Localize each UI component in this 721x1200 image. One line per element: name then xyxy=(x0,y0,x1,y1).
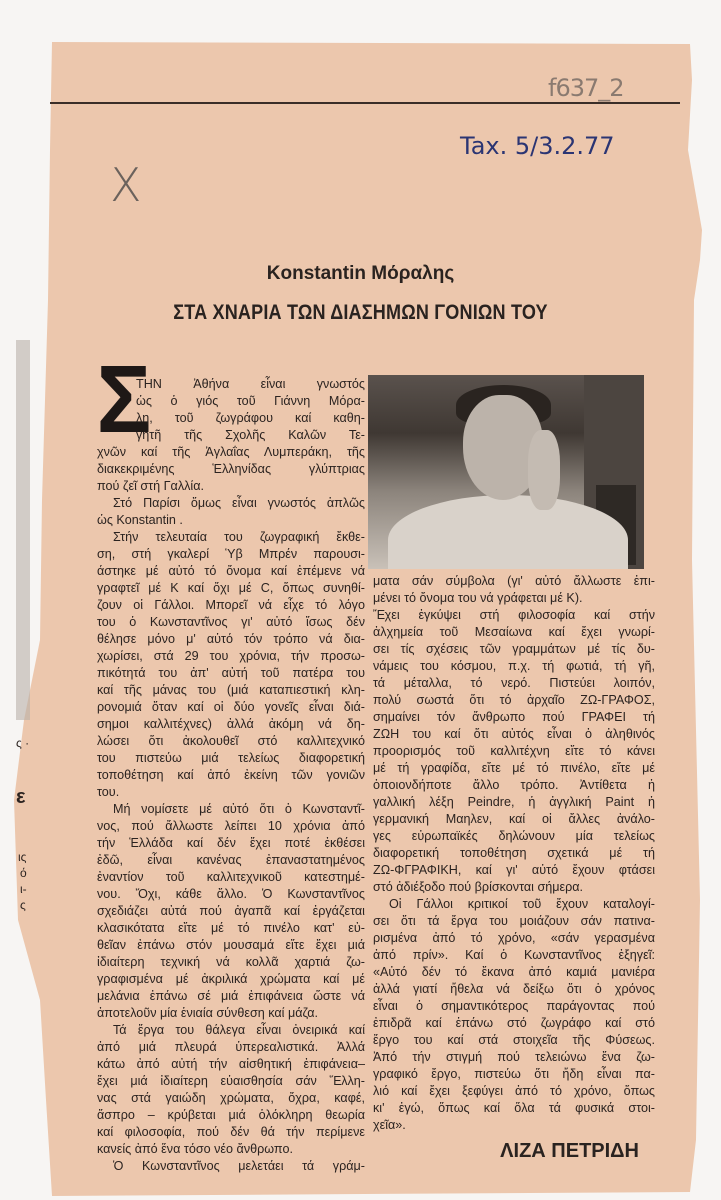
handwritten-date-note: Tax. 5/3.2.77 xyxy=(460,132,615,160)
text-line: ἀπό μιά πλευρά ὑπερεαλιστικά. Ἀλλά xyxy=(97,1040,365,1054)
text-line: ἔργο του καί στά στοιχεῖα τῆς Φύσεως. xyxy=(373,1033,655,1047)
text-line: μελάνια ἐπάνω σέ μιά ἐπιφάνεια ὥστε νά xyxy=(97,989,365,1003)
text-line: γερμανική Μαηλεν, καί οἱ ἄλλες ἀνάλο- xyxy=(373,812,655,826)
text-line: κι' ἐγώ, ὅπως καί ὅλα τά φυσικά στοι- xyxy=(373,1101,655,1115)
text-line: τοποθέτηση καί ἀπό ἐκείνη τῶν γονιῶν xyxy=(97,768,365,782)
text-line: ματα σάν σύμβολα (γι' αὐτό ἄλλωστε ἐπι- xyxy=(373,574,655,588)
margin-fragment: ς · xyxy=(16,736,30,750)
text-line: ἀλλά γιατί ἤθελα νά δείξω ὅτι ὁ χρόνος xyxy=(373,982,655,996)
text-line: πικότητά του ἀπ' αὐτή τοῦ πατέρα του xyxy=(97,666,365,680)
text-line: Τά ἔργα του θάλεγα εἶναι ὀνειρικά καί xyxy=(113,1023,365,1037)
text-line: ση, στή γκαλερί Ὑβ Μπρέν παρουσι- xyxy=(97,547,365,561)
text-line: σημοι καλλιτέχνες) ἀλλά ἀκόμη νά δη- xyxy=(97,717,365,731)
text-line: Στήν τελευταία του ζωγραφική ἔκθε- xyxy=(113,530,365,544)
text-line: ὡς ὁ γιός τοῦ Γιάννη Μόρα- xyxy=(136,394,365,408)
right-column xyxy=(373,573,655,1134)
text-line: ρονομιά ὅταν καί οἱ δύο γονεῖς εἶναι διά- xyxy=(97,700,365,714)
text-line: γαλλική λέξη Peindre, ἡ ἀγγλική Paint ἡ xyxy=(373,795,655,809)
text-line: άστηκε μέ αὐτό τό ὄνομα καί ἐπέμενε νά xyxy=(97,564,365,578)
text-line: πολύ σωστά ὅτι τό ἀρχαῖο ΖΩ-ΓΡΑΦΟΣ, xyxy=(373,693,655,707)
text-line: νάμεις του κόσμου, π.χ. τή φωτιά, τή γῆ, xyxy=(373,659,655,673)
text-line: μένει τό ὄνομα του νά γράφεται μέ Κ). xyxy=(373,591,583,605)
text-line: λιό καί ἔχει ξεφύγει ἀπό τό χρόνο, ὅπως xyxy=(373,1084,655,1098)
text-line: Οἱ Γάλλοι κριτικοί τοῦ ἔχουν καταλογί- xyxy=(389,897,655,911)
lead-text xyxy=(136,376,365,444)
margin-fragment: ς xyxy=(20,898,26,912)
top-rule xyxy=(50,102,680,104)
text-line: χνῶν καί τῆς Ἀγλαΐας Λυμπεράκη, τῆς xyxy=(97,445,365,459)
article-subject: Konstantin Μόραλης xyxy=(266,263,455,284)
text-line: ζουν οἱ Γάλλοι. Μπορεῖ νά εἶχε τό λόγο xyxy=(97,598,365,612)
text-line: ΖΩ-ΦΓΡΑΦΙΚΗ, καί γι' αὐτό ἔχουν φτάσει xyxy=(373,863,655,877)
text-line: μέ τή γραφίδα, εἴτε μέ τό πινέλο, εἴτε μέ xyxy=(373,761,655,775)
text-line: ἐναντίον τοῦ καλλιτεχνικοῦ κατεστημέ- xyxy=(97,870,365,884)
text-line: νος, πού ἄλλωστε λείπει 10 χρόνια ἀπό xyxy=(97,819,365,833)
byline: ΛΙΖΑ ΠΕΤΡΙΔΗ xyxy=(500,1140,639,1162)
text-line: χεῖα». xyxy=(373,1118,406,1132)
text-line: σημαίνει τόν ἄνθρωπο πού ΓΡΑΦΕΙ τή xyxy=(373,710,655,724)
text-line: ΤΗΝ Ἀθήνα εἶναι γνωστός xyxy=(136,377,365,391)
text-line: σει ὅτι τά ἔργα του μοιάζουν σάν πατινα- xyxy=(373,914,655,928)
text-line: στό ἀδιέξοδο πού βρίσκονται σήμερα. xyxy=(373,880,584,894)
text-line: πού ζεῖ στή Γαλλία. xyxy=(97,479,205,493)
text-line: τά μέταλλα, τό νερό. Πιστεύει λοιπόν, xyxy=(373,676,655,690)
text-line: λη, τοῦ ζωγράφου καί καθη- xyxy=(136,411,365,425)
text-line: γραφικό ἔργο, πιστεύω ὅτι ἤδη εἶναι πα- xyxy=(373,1067,655,1081)
text-line: ρισμένα ἀπό τό χρόνο, «σάν γερασμένα xyxy=(373,931,655,945)
adjacent-clipping-edge xyxy=(16,340,30,720)
text-line: σει τίς σχέσεις τῶν γραμμάτων μέ τίς δυ- xyxy=(373,642,655,656)
text-line: γητῆ τῆς Σχολῆς Καλῶν Τε- xyxy=(136,428,365,442)
margin-fragment: ό xyxy=(20,866,27,880)
archive-reference-note: f637_2 xyxy=(548,74,624,102)
text-line: καί τῆς μάνας του (μιά καταπιεστική κλη- xyxy=(97,683,365,697)
margin-fragment: ι- xyxy=(20,882,27,896)
text-line: θεῖαν ἐπάνω στόν μουσαμά εἴτε ἔχει μιά xyxy=(97,938,365,952)
text-line: κανείς ἀπό ἕνα τόσο νέο ἄνθρωπο. xyxy=(97,1142,293,1156)
text-line: ἰδιαίτερη τεχνική νά κολλᾶ χαρτιά ζω- xyxy=(97,955,365,969)
text-line: χωρίσει, στά 29 του χρόνια, τήν προσω- xyxy=(97,649,365,663)
text-line: νου. Ὄχι, κάθε ἄλλο. Ὁ Κωνσταντῖνος xyxy=(97,887,365,901)
text-line: τήν Ἑλλάδα καί δέν ἔχει ποτέ ἐκθέσει xyxy=(97,836,365,850)
text-line: γραφτεῖ μέ Κ καί ὄχι μέ C, ὅπως συνηθί- xyxy=(97,581,365,595)
text-line: Μή νομίσετε μέ αὐτό ὅτι ὁ Κωνσταντῖ- xyxy=(113,802,365,816)
handwritten-x-mark: X xyxy=(110,158,142,212)
drop-cap: Σ xyxy=(96,346,152,453)
text-line: ἔχει μιά ἰδιαίτερη εὐαισθησία σάν Ἕλλη- xyxy=(97,1074,365,1088)
text-line: ἐπιδρᾶ καί ἐπάνω στό ζωγράφο καί στό xyxy=(373,1016,655,1030)
margin-fragment: ε xyxy=(16,786,26,808)
text-line: σχεδιάζει αὐτά πού ἀγαπᾶ καί ἐργάζεται xyxy=(97,904,365,918)
text-line: ἄσπρο – κρύβεται μιά ὁλόκληρη θεωρία xyxy=(97,1108,365,1122)
text-line: ὡς Konstantin . xyxy=(97,513,183,527)
text-line: ΖΩΗ του καί ὅτι αὐτός εἶναι ὁ ἀληθινός xyxy=(373,727,655,741)
text-line: γες εὐρωπαϊκές δηλώνουν μία τελείως xyxy=(373,829,655,843)
text-line: του. xyxy=(97,785,120,799)
text-line: του πιστεύω μιά τελείως διαφορετική xyxy=(97,751,365,765)
text-line: καί φιλοσοφία, πού δέν θά τήν περίμενε xyxy=(97,1125,365,1139)
text-line: νας στά γαιώδη χρώματα, ὄχρα, καφέ, xyxy=(97,1091,365,1105)
text-line: κλασικότατα εἴτε μέ τό πινέλο κατ' εὐ- xyxy=(97,921,365,935)
text-line: ἐδῶ, εἶναι κανένας ἐπαναστατημένος xyxy=(97,853,365,867)
text-line: Ὁ Κωνσταντῖνος μελετάει τά γράμ- xyxy=(113,1159,365,1173)
text-line: Ἔχει ἐγκύψει στή φιλοσοφία καί στήν xyxy=(373,608,655,622)
text-line: διακεκριμένης Ἑλληνίδας γλύπτριας xyxy=(97,462,365,476)
text-line: ἀποτελοῦν μία ἑνιαία σύνθεση καί μάζα. xyxy=(97,1006,318,1020)
text-line: ἀπό πρίν». Καί ὁ Κωνσταντῖνος ἐξηγεῖ: xyxy=(373,948,655,962)
text-line: εἶναι ὁ σημαντικότερος παράγοντας πού xyxy=(373,999,655,1013)
text-line: ἀλχημεία τοῦ Μεσαίωνα καί ἔχει γνωρί- xyxy=(373,625,655,639)
text-line: γραφισμένα μέ ἀκριλικά χρώματα καί μέ xyxy=(97,972,365,986)
text-line: του ὁ Κωνσταντῖνος γι' αὐτό ἴσως δέν xyxy=(97,615,365,629)
text-line: προορισμός τοῦ καλλιτέχνη εἴτε τό κάνει xyxy=(373,744,655,758)
text-line: Ἀπό τήν στιγμή πού τελειώνω ἕνα ζω- xyxy=(373,1050,655,1064)
text-line: διαφορετική τοποθέτηση σχετικά μέ τή xyxy=(373,846,655,860)
text-line: θέλησε μόνο μ' αὐτό τόν τρόπο νά δια- xyxy=(97,632,365,646)
portrait-photo xyxy=(368,375,644,569)
text-line: ὁποιονδήποτε ἄλλο τρόπο. Ἀντίθετα ἡ xyxy=(373,778,655,792)
text-line: «Αὐτό δέν τό ἔκανα ἀπό καμιά μανιέρα xyxy=(373,965,655,979)
text-line: λώσει ὅτι ἀκολουθεῖ στό καλλιτεχνικό xyxy=(97,734,365,748)
left-column xyxy=(97,444,365,1175)
text-line: Στό Παρίσι ὅμως εἶναι γνωστός ἁπλῶς xyxy=(113,496,365,510)
text-line: κάτω ἀπό αὐτή τήν αἰσθητική ἐπιφάνεια– xyxy=(97,1057,365,1071)
article-headline: ΣΤΑ ΧΝΑΡΙΑ ΤΩΝ ΔΙΑΣΗΜΩΝ ΓΟΝΙΩΝ ΤΟΥ xyxy=(173,301,548,324)
margin-fragment: ις xyxy=(18,850,27,864)
